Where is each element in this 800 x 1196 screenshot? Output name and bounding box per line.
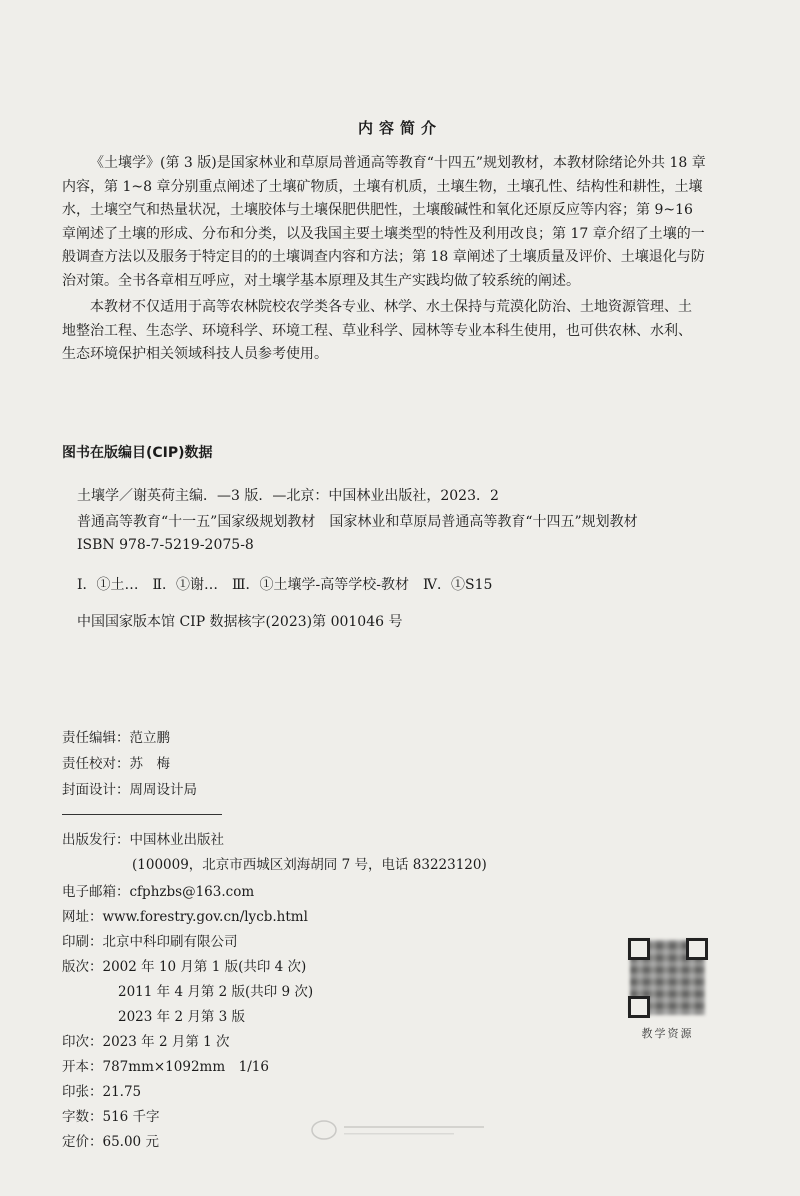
summary-line: 般调查方法以及服务于特定目的的土壤调查内容和方法；第 18 章阐述了土壤质量及评价、土壤退化与防: [62, 249, 705, 266]
qr-label: 教学资源: [641, 1027, 694, 1040]
cip-line: 土壤学／谢英荷主编．—3 版．—北京：中国林业出版社，2023．2: [77, 488, 499, 504]
printer: 印刷：北京中科印刷有限公司: [62, 934, 238, 950]
email: 电子邮箱：cfphzbs@163.com: [62, 884, 255, 900]
publisher: 出版发行：中国林业出版社: [62, 832, 224, 848]
summary-line: 水，土壤空气和热量状况，土壤胶体与土壤保肥供肥性，土壤酸碱性和氧化还原反应等内容；第 9~16: [62, 202, 693, 219]
summary-line: 生态环境保护相关领域科技人员参考使用。: [62, 346, 328, 363]
summary-line: 内容，第 1~8 章分别重点阐述了土壤矿物质，土壤有机质，土壤生物，土壤孔性、结构性和耕性，土壤: [62, 178, 703, 195]
publisher-logo-watermark: [310, 1118, 490, 1146]
qr-finder-icon: [686, 938, 708, 960]
qr-finder-icon: [628, 996, 650, 1018]
printing: 印次：2023 年 2 月第 1 次: [62, 1034, 230, 1050]
summary-paragraph-2: [62, 296, 742, 367]
edition-1: 版次：2002 年 10 月第 1 版(共印 4 次): [62, 959, 307, 975]
format: 开本：787mm×1092mm 1/16: [62, 1059, 269, 1075]
qr-finder-icon: [628, 938, 650, 960]
edition-2: 2011 年 4 月第 2 版(共印 9 次): [118, 984, 314, 1000]
summary-title: 内容简介: [357, 119, 442, 137]
summary-line: 本教材不仅适用于高等农林院校农学类各专业、林学、水土保持与荒漠化防治、土地资源管理、土: [90, 299, 692, 315]
price: 定价：65.00 元: [62, 1134, 159, 1150]
summary-line: 章阐述了土壤的形成、分布和分类，以及我国主要土壤类型的特性及利用改良；第 17 章介绍了土壤的一: [62, 225, 705, 242]
website: 网址：www.forestry.gov.cn/lycb.html: [62, 909, 308, 925]
cip-isbn: ISBN 978-7-5219-2075-8: [77, 537, 254, 553]
cip-heading: 图书在版编目(CIP)数据: [62, 445, 213, 461]
summary-paragraph-1: [62, 152, 742, 294]
summary-line: 《土壤学》(第 3 版)是国家林业和草原局普通高等教育“十四五”规划教材，本教材除绪论外共 18 章: [90, 155, 706, 171]
publisher-address: (100009，北京市西城区刘海胡同 7 号，电话 83223120): [132, 857, 487, 873]
divider: [62, 814, 222, 815]
cip-classification: Ⅰ．①土… Ⅱ．①谢… Ⅲ．①土壤学-高等学校-教材 Ⅳ．①S15: [77, 577, 493, 593]
summary-line: 治对策。全书各章相互呼应，对土壤学基本原理及其生产实践均做了较系统的阐述。: [62, 272, 580, 289]
word-count: 字数：516 千字: [62, 1109, 160, 1125]
sheets: 印张：21.75: [62, 1084, 142, 1100]
cip-number: 中国国家版本馆 CIP 数据核字(2023)第 001046 号: [77, 614, 403, 630]
staff-proofreader: 责任校对：苏 梅: [62, 756, 170, 772]
edition-3: 2023 年 2 月第 3 版: [118, 1009, 245, 1025]
summary-line: 地整治工程、生态学、环境科学、环境工程、草业科学、园林等专业本科生使用，也可供农林、水利、: [62, 322, 692, 339]
logo-icon: [310, 1118, 490, 1142]
staff-editor: 责任编辑：范立鹏: [62, 730, 170, 746]
cip-series: 普通高等教育“十一五”国家级规划教材 国家林业和草原局普通高等教育“十四五”规划教材: [77, 514, 638, 530]
staff-cover-design: 封面设计：周周设计局: [62, 782, 197, 798]
